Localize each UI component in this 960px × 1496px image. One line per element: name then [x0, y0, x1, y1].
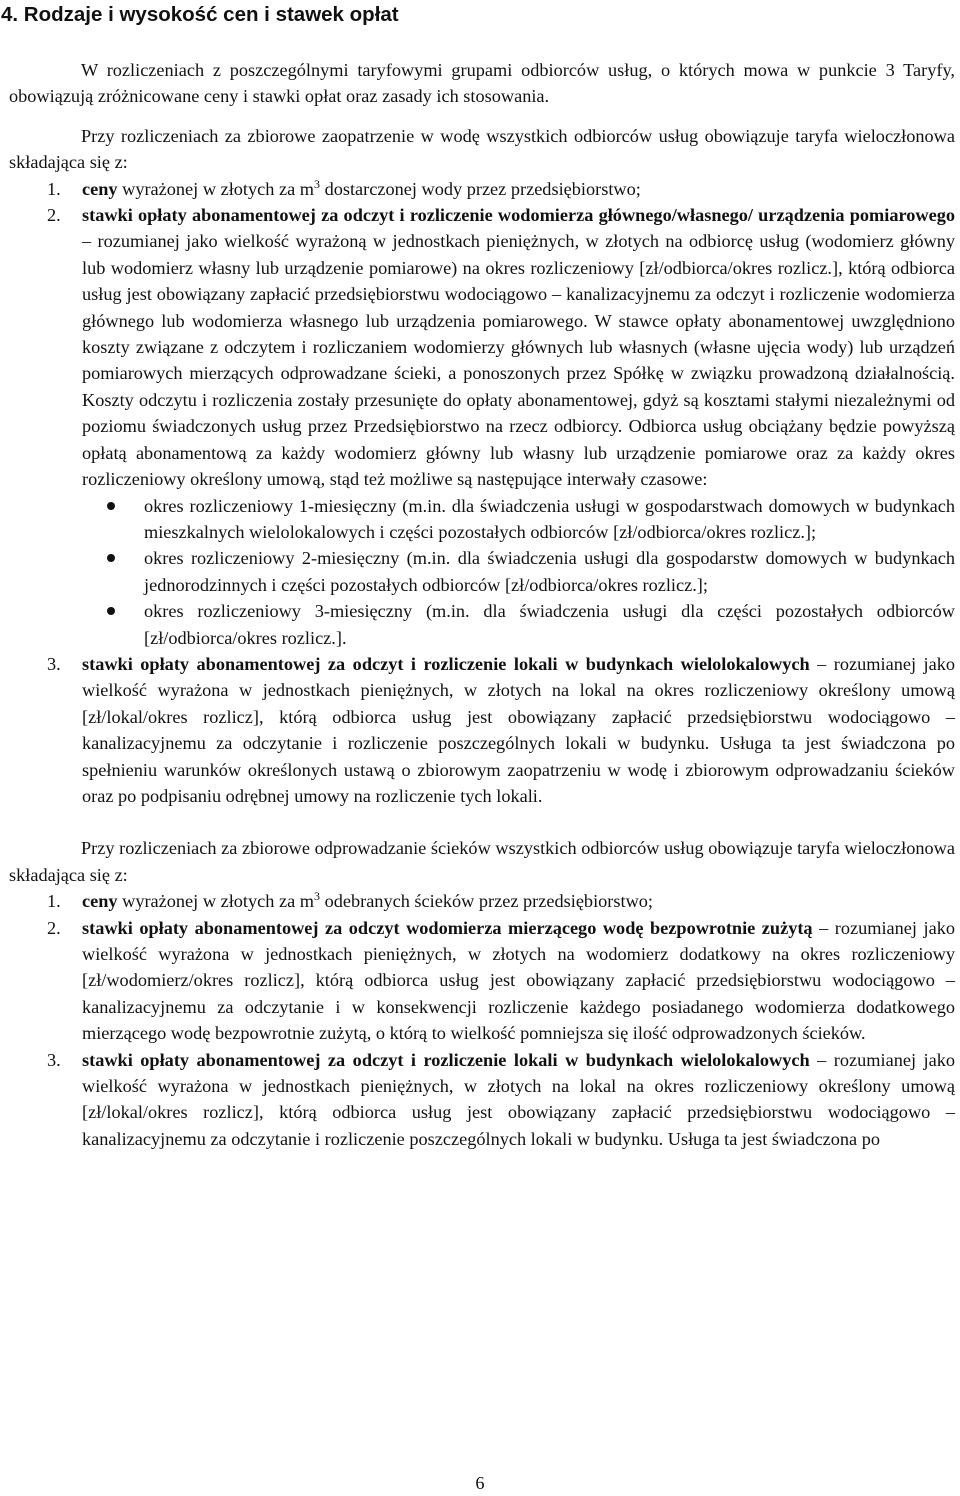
interval-bullet-list: [82, 493, 955, 651]
bullet-dot-icon: [82, 598, 144, 651]
bullet-dot-icon: [82, 493, 144, 546]
item-text: stawki opłaty abonamentowej za odczyt wodomierza mierzącego wodę bezpowrotnie zużytą – rozumianej jako wielkość wyrażona w jednostkach pieniężnych, w złotych na wodomierz dodatkowy na okres rozliczeniowy [zł/wodomierz/okres rozlicz], którą odbiorca usług jest obowiązany zapłacić przedsiębiorstwu wodociągowo – kanalizacyjnemu za odczytanie i w konsekwencji rozliczenie każdego posiadanego wodomierza dodatkowego mierzącego wodę bezpowrotnie zużytą, o którą to wielkość pomniejsza się ilość odprowadzonych ścieków.: [82, 917, 955, 1044]
bullet-item: okres rozliczeniowy 1-miesięczny (m.in. dla świadczenia usługi w gospodarstwach domowych w budynkach mieszkalnych wielolokalowych i części pozostałych odbiorców [zł/odbiorca/okres rozlicz.];: [82, 493, 955, 546]
item-bold-term: stawki opłaty abonamentowej za odczyt i rozliczenie wodomierza głównego/własnego/ urządzenia pomiarowego: [82, 205, 955, 226]
item-number: 2.: [47, 205, 61, 226]
sewage-item-3: [9, 1047, 955, 1153]
item-number: 1.: [47, 891, 61, 912]
item-text: ceny wyrażonej w złotych za $m^3$ dostarczonej wody przez przedsiębiorstwo;: [82, 176, 641, 199]
document-page: [1, 0, 956, 1152]
water-lead-paragraph: Przy rozliczeniach za zbiorowe zaopatrzenie w wodę wszystkich odbiorców usług obowiązuje taryfa wieloczłonowa składająca się z:: [9, 125, 955, 173]
water-item-1: [9, 176, 955, 202]
item-bold-term: stawki opłaty abonamentowej za odczyt wodomierza mierzącego wodę bezpowrotnie zużytą: [82, 917, 813, 938]
item-number: 3.: [47, 653, 61, 674]
sewage-lead-paragraph: Przy rozliczeniach za zbiorowe odprowadzanie ścieków wszystkich odbiorców usług obowiązuje taryfa wieloczłonowa składająca się z:: [9, 838, 955, 885]
intro-paragraph: W rozliczeniach z poszczególnymi taryfowymi grupami odbiorców usług, o których mowa w punkcie 3 Taryfy, obowiązują zróżnicowane ceny i stawki opłat oraz zasady ich stosowania.: [9, 60, 955, 107]
item-bold-term: stawki opłaty abonamentowej za odczyt i rozliczenie lokali w budynkach wielolokalowych: [82, 1049, 810, 1070]
item-text: ceny wyrażonej w złotych za $m^3$ odebranych ścieków przez przedsiębiorstwo;: [82, 889, 653, 912]
page-number: 6: [475, 1473, 485, 1493]
item-bold-term: ceny: [82, 178, 118, 199]
bullet-item: okres rozliczeniowy 3-miesięczny (m.in. dla świadczenia usługi dla części pozostałych odbiorców [zł/odbiorca/okres rozlicz.].: [82, 598, 955, 651]
sewage-item-2: [9, 915, 955, 1047]
water-item-3: [9, 651, 955, 809]
section-heading: 4. Rodzaje i wysokość cen i stawek opłat: [1, 3, 399, 26]
bullet-dot-icon: [82, 545, 144, 598]
water-item-2: [9, 202, 955, 651]
item-number: 1.: [47, 178, 61, 199]
item-number: 3.: [47, 1049, 61, 1070]
item-text: stawki opłaty abonamentowej za odczyt i rozliczenie wodomierza głównego/własnego/ urządzenia pomiarowego – rozumianej jako wielkość wyrażoną w jednostkach pieniężnych, w złotych na odbiorcę usług (wodomierz główny lub wodomierz własny lub urządzenie pomiarowe) na okres rozliczeniowy [zł/odbiorca/okres rozlicz.], którą odbiorca usług jest obowiązany zapłacić przedsiębiorstwu wodociągowo – kanalizacyjnemu za odczyt i rozliczenie wodomierza głównego lub wodomierza własnego lub urządzenia pomiarowego. W stawce opłaty abonamentowej uwzględniono koszty związane z odczytem i rozliczaniem wodomierzy głównych lub własnych (własne ujęcia wody) lub urządzeń pomiarowych mierzących odprowadzane ścieki, a ponoszonych przez Spółkę w związku prowadzoną działalnością. Koszty odczytu i rozliczenia zostały przesunięte do opłaty abonamentowej, gdyż są kosztami stałymi niezależnymi od poziomu świadczonych usług przez Przedsiębiorstwo na rzecz odbiorcy. Odbiorca usług obciążany będzie powyższą opłatą abonamentową za każdy wodomierz główny lub własny lub urządzenie pomiarowe oraz za każdy okres rozliczeniowy określony umową, stąd też możliwe są następujące interwały czasowe: okres rozliczeniowy 1-miesięczny (m.in. dla świadczenia usługi w gospodarstwach domowych w budynkach mieszkalnych wielolokalowych i części pozostałych odbiorców [zł/odbiorca/okres rozlicz.]; okres rozliczeniowy 2-miesięczny (m.in. dla świadczenia usługi dla gospodarstw domowych w budynkach jednorodzinnych i części pozostałych odbiorców [zł/odbiorca/okres rozlicz.]; okres rozliczeniowy 3-miesięczny (m.in. dla świadczenia usługi dla części pozostałych odbiorców [zł/odbiorca/okres rozlicz.].: [82, 202, 955, 651]
item-bold-term: stawki opłaty abonamentowej za odczyt i rozliczenie lokali w budynkach wielolokalowych: [82, 653, 810, 674]
bullet-item: okres rozliczeniowy 2-miesięczny (m.in. dla świadczenia usługi dla gospodarstw domowych w budynkach jednorodzinnych i części pozostałych odbiorców [zł/odbiorca/okres rozlicz.];: [82, 545, 955, 598]
sewage-item-1: [9, 888, 955, 914]
item-text: stawki opłaty abonamentowej za odczyt i rozliczenie lokali w budynkach wielolokalowych – rozumianej jako wielkość wyrażona w jednostkach pieniężnych, w złotych na lokal na okres rozliczeniowy określony umową [zł/lokal/okres rozlicz], którą odbiorca usług jest obowiązany zapłacić przedsiębiorstwu wodociągowo – kanalizacyjnemu za odczytanie i rozliczenie poszczególnych lokali w budynku. Usługa ta jest świadczona po spełnieniu warunków określonych ustawą o zbiorowym zaopatrzeniu w wodę i zbiorowym odprowadzaniu ścieków oraz po podpisaniu odrębnej umowy na rozliczenie tych lokali.: [82, 653, 956, 806]
item-bold-term: ceny: [82, 891, 118, 912]
item-number: 2.: [47, 917, 61, 938]
item-text: stawki opłaty abonamentowej za odczyt i rozliczenie lokali w budynkach wielolokalowych – rozumianej jako wielkość wyrażona w jednostkach pieniężnych, w złotych na lokal na okres rozliczeniowy określony umową [zł/lokal/okres rozlicz], którą odbiorca usług jest obowiązany zapłacić przedsiębiorstwu wodociągowo – kanalizacyjnemu za odczytanie i rozliczenie poszczególnych lokali w budynku. Usługa ta jest świadczona po: [82, 1049, 956, 1149]
